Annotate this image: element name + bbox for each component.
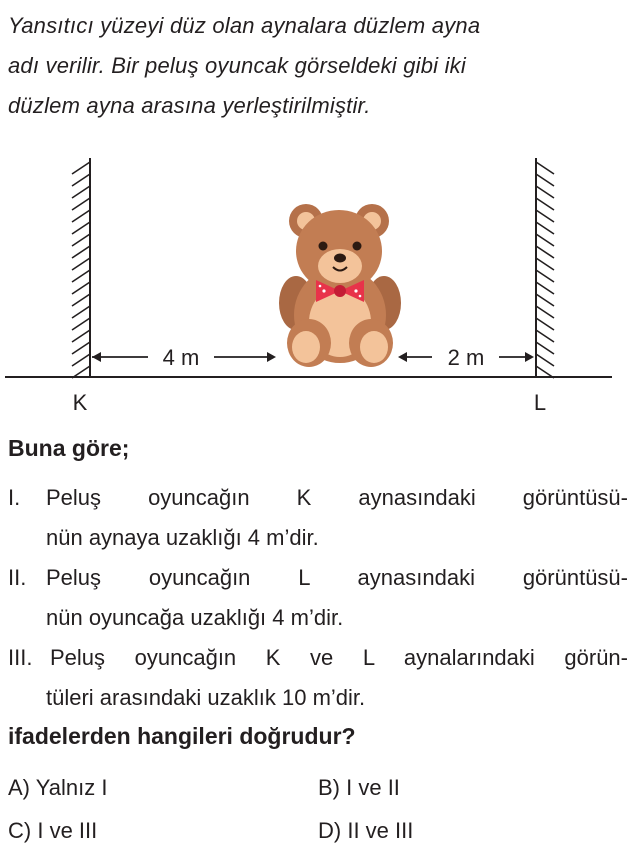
teddy-bear-icon [279, 204, 401, 367]
statement-number: III. [8, 645, 33, 670]
mirror-hatch-mark [536, 330, 554, 342]
question-ask: ifadelerden hangileri doğrudur? [8, 723, 356, 749]
mirror-hatch-mark [536, 246, 554, 258]
statement-text-line-2: nün aynaya uzaklığı 4 m’dir. [46, 525, 319, 550]
mirror-hatch-mark [536, 318, 554, 330]
mirror-hatch-mark [536, 342, 554, 354]
option-key: C) [8, 818, 32, 843]
statement-2 [8, 558, 628, 638]
mirror-hatch-mark [72, 162, 90, 174]
option-text: I ve III [37, 818, 98, 843]
statement-3 [8, 638, 628, 718]
mirror-hatch-mark [536, 258, 554, 270]
mirror-hatch-mark [536, 222, 554, 234]
mirror-l [536, 158, 554, 378]
option-text: Yalnız I [35, 775, 108, 800]
mirror-hatch-mark [536, 198, 554, 210]
left-distance-label: 4 m [162, 345, 200, 370]
mirror-hatch-mark [72, 270, 90, 282]
mirror-hatch-mark [72, 330, 90, 342]
mirror-hatch-mark [72, 198, 90, 210]
mirror-hatch-mark [72, 354, 90, 366]
option-d[interactable] [318, 818, 413, 844]
right-distance-label: 2 m [447, 345, 485, 370]
mirror-l-label: L [533, 390, 547, 415]
option-key: A) [8, 775, 30, 800]
intro-line-3: düzlem ayna arasına yerleştirilmiştir. [8, 93, 371, 118]
mirror-hatch-mark [536, 186, 554, 198]
statement-text-line-2: nün oyuncağa uzaklığı 4 m’dir. [46, 605, 344, 630]
mirror-hatch-mark [72, 294, 90, 306]
mirror-hatch-mark [536, 282, 554, 294]
mirror-hatch-mark [536, 270, 554, 282]
statement-number: II. [8, 565, 27, 590]
statement-text-line-1: Peluş oyuncağın L aynasındaki görüntüsü- [46, 565, 628, 590]
mirror-hatch-mark [72, 318, 90, 330]
mirror-hatch-mark [72, 234, 90, 246]
mirror-hatch-mark [72, 258, 90, 270]
mirror-hatch-mark [72, 210, 90, 222]
mirror-hatch-mark [72, 222, 90, 234]
mirror-hatch-mark [72, 186, 90, 198]
option-c[interactable] [8, 818, 97, 844]
option-text: II ve III [347, 818, 414, 843]
mirror-k [72, 158, 90, 378]
mirror-hatch-mark [536, 174, 554, 186]
mirror-hatch-mark [536, 294, 554, 306]
option-a[interactable] [8, 775, 107, 801]
mirror-hatch-mark [536, 210, 554, 222]
mirror-hatch-mark [536, 306, 554, 318]
intro-paragraph [8, 6, 628, 126]
option-b[interactable] [318, 775, 400, 801]
mirror-hatch-mark [72, 306, 90, 318]
statement-number: I. [8, 485, 21, 510]
mirror-hatch-mark [72, 282, 90, 294]
option-key: D) [318, 818, 342, 843]
statement-text-line-1: Peluş oyuncağın K aynasındaki görüntüsü- [46, 485, 628, 510]
option-key: B) [318, 775, 340, 800]
mirror-hatch-mark [72, 246, 90, 258]
mirror-hatch-mark [72, 174, 90, 186]
mirror-hatch-mark [72, 342, 90, 354]
intro-line-2: adı verilir. Bir peluş oyuncak görseldeki gibi iki [8, 53, 466, 78]
statement-text-line-1: Peluş oyuncağın K ve L aynalarındaki görün- [50, 645, 628, 670]
mirror-hatch-mark [536, 162, 554, 174]
question-lead: Buna göre; [8, 435, 130, 461]
statement-1 [8, 478, 628, 558]
mirror-k-label: K [72, 390, 88, 415]
intro-line-1: Yansıtıcı yüzeyi düz olan aynalara düzlem ayna [8, 13, 481, 38]
mirror-figure [0, 150, 634, 425]
mirror-hatch-mark [536, 234, 554, 246]
statement-text-line-2: tüleri arasındaki uzaklık 10 m’dir. [46, 685, 366, 710]
mirror-hatch-mark [536, 354, 554, 366]
option-text: I ve II [346, 775, 400, 800]
